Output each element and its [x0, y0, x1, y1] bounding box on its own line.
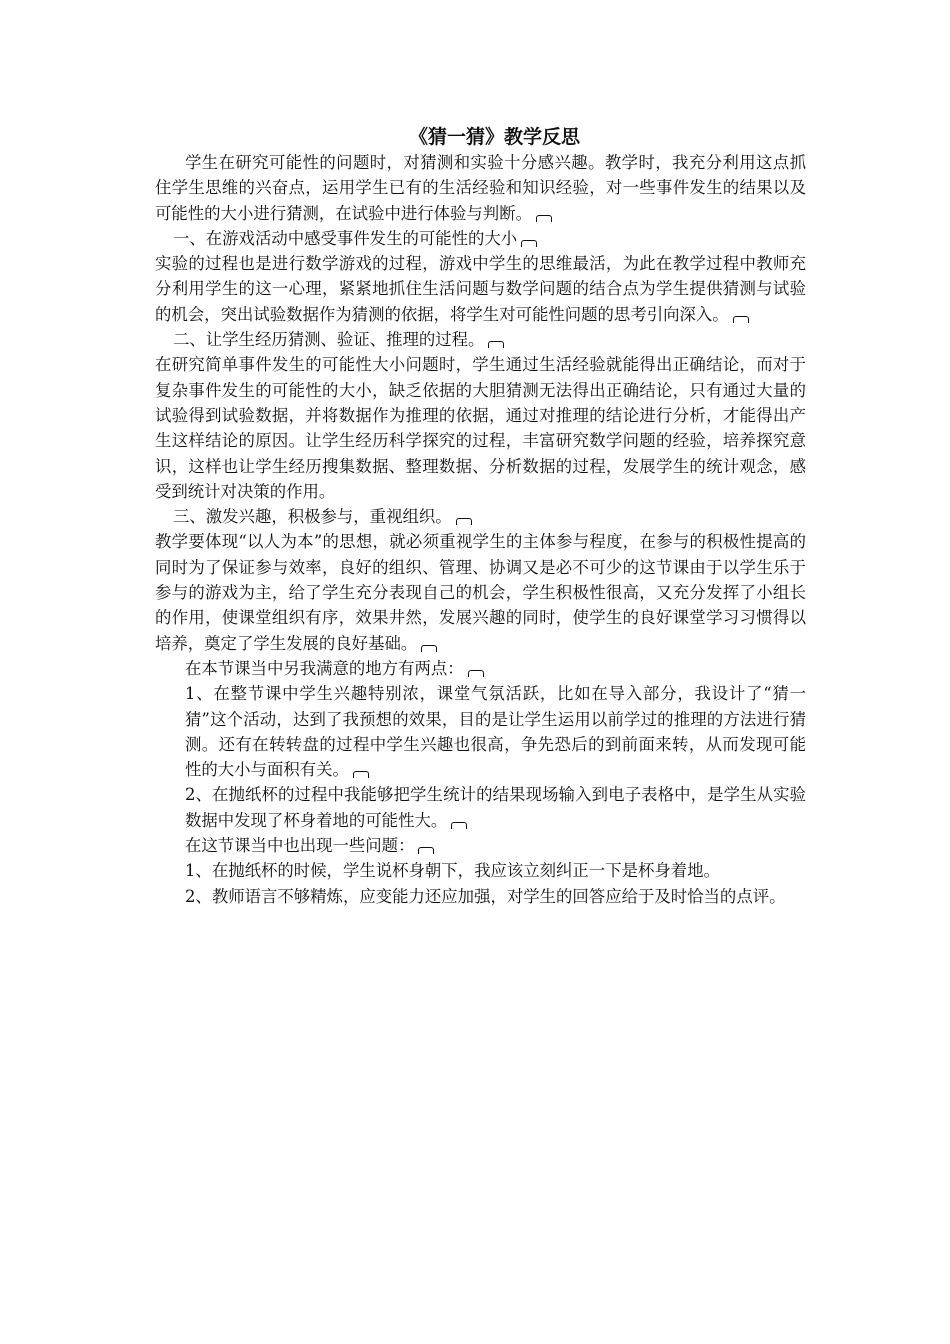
problems-intro-text: 在这节课当中也出现一些问题： — [185, 836, 415, 856]
section1-body-text: 实验的过程也是进行数学游戏的过程，游戏中学生的思维最活，为此在教学过程中教师充分利用学生的这一心理，紧紧地抓住生活问题与数学问题的结合点为学生提供猜测与试验的机会，突出试验数据作为猜测的依据，将学生对可能性问题的思考引向深入。 — [155, 254, 806, 324]
paragraph-mark-icon — [521, 240, 537, 247]
paragraph-mark-icon — [418, 847, 434, 854]
section2-paragraph — [155, 352, 806, 504]
document-body — [155, 124, 806, 909]
satisfied-item-1 — [155, 681, 806, 782]
section1-paragraph — [155, 251, 806, 327]
satisfied-item-1-text: 1、在整节课中学生兴趣特别浓，课堂气氛活跃，比如在导入部分，我设计了“猜一猜”这个活动，达到了我预想的效果，目的是让学生运用以前学过的推理的方法进行猜测。还有在转转盘的过程中学生兴趣也很高，争先恐后的到前面来转，从而发现可能性的大小与面积有关。 — [185, 684, 806, 780]
satisfied-item-2-text: 2、在抛纸杯的过程中我能够把学生统计的结果现场输入到电子表格中，是学生从实验数据中发现了杯身着地的可能性大。 — [185, 785, 806, 830]
paragraph-mark-icon — [488, 341, 504, 348]
intro-paragraph — [155, 150, 806, 226]
section3-paragraph — [155, 529, 806, 655]
paragraph-mark-icon — [536, 215, 552, 222]
paragraph-mark-icon — [353, 771, 369, 778]
section1-heading — [155, 226, 806, 251]
section3-heading — [155, 504, 806, 529]
problems-intro — [155, 833, 806, 858]
problem-item-1 — [155, 858, 806, 883]
paragraph-mark-icon — [468, 670, 484, 677]
paragraph-mark-icon — [421, 645, 437, 652]
section2-body-text: 在研究简单事件发生的可能性大小问题时，学生通过生活经验就能得出正确结论，而对于复杂事件发生的可能性的大小，缺乏依据的大胆猜测无法得出正确结论，只有通过大量的试验得到试验数据，并将数据作为推理的依据，通过对推理的结论进行分析，才能得出产生这样结论的原因。让学生经历科学探究的过程，丰富研究数学问题的经验，培养探究意识，这样也让学生经历搜集数据、整理数据、分析数据的过程，发展学生的统计观念，感受到统计对决策的作用。 — [155, 355, 806, 501]
section3-heading-text: 三、激发兴趣，积极参与，重视组织。 — [173, 507, 452, 527]
problem-item-2 — [143, 884, 806, 909]
paragraph-mark-icon — [451, 822, 467, 829]
paragraph-mark-icon — [456, 518, 472, 525]
problem-item-1-text: 1、在抛纸杯的时候，学生说杯身朝下，我应该立刻纠正一下是杯身着地。 — [185, 861, 720, 881]
section2-heading-text: 二、让学生经历猜测、验证、推理的过程。 — [173, 330, 485, 350]
intro-text: 学生在研究可能性的问题时，对猜测和实验十分感兴趣。教学时，我充分利用这点抓住学生思维的兴奋点，运用学生已有的生活经验和知识经验，对一些事件发生的结果以及可能性的大小进行猜测，在试验中进行体验与判断。 — [155, 153, 806, 223]
satisfied-intro — [155, 656, 806, 681]
section3-body-text: 教学要体现“以人为本”的思想，就必须重视学生的主体参与程度，在参与的积极性提高的同时为了保证参与效率，良好的组织、管理、协调又是必不可少的这节课由于以学生乐于参与的游戏为主，给了学生充分表现自己的机会，学生积极性很高，又充分发挥了小组长的作用，使课堂组织有序，效果井然，发展兴趣的同时，使学生的良好课堂学习习惯得以培养，奠定了学生发展的良好基础。 — [155, 532, 806, 653]
satisfied-intro-text: 在本节课当中另我满意的地方有两点： — [185, 658, 464, 678]
section2-heading — [155, 327, 806, 352]
problem-item-2-text: 2、教师语言不够精炼，应变能力还应加强，对学生的回答应给于及时恰当的点评。 — [185, 886, 786, 906]
document-title: 《猜一猜》教学反思 — [408, 126, 580, 148]
section1-heading-text: 一、在游戏活动中感受事件发生的可能性的大小 — [173, 228, 518, 248]
satisfied-item-2 — [155, 782, 806, 833]
paragraph-mark-icon — [733, 316, 749, 323]
